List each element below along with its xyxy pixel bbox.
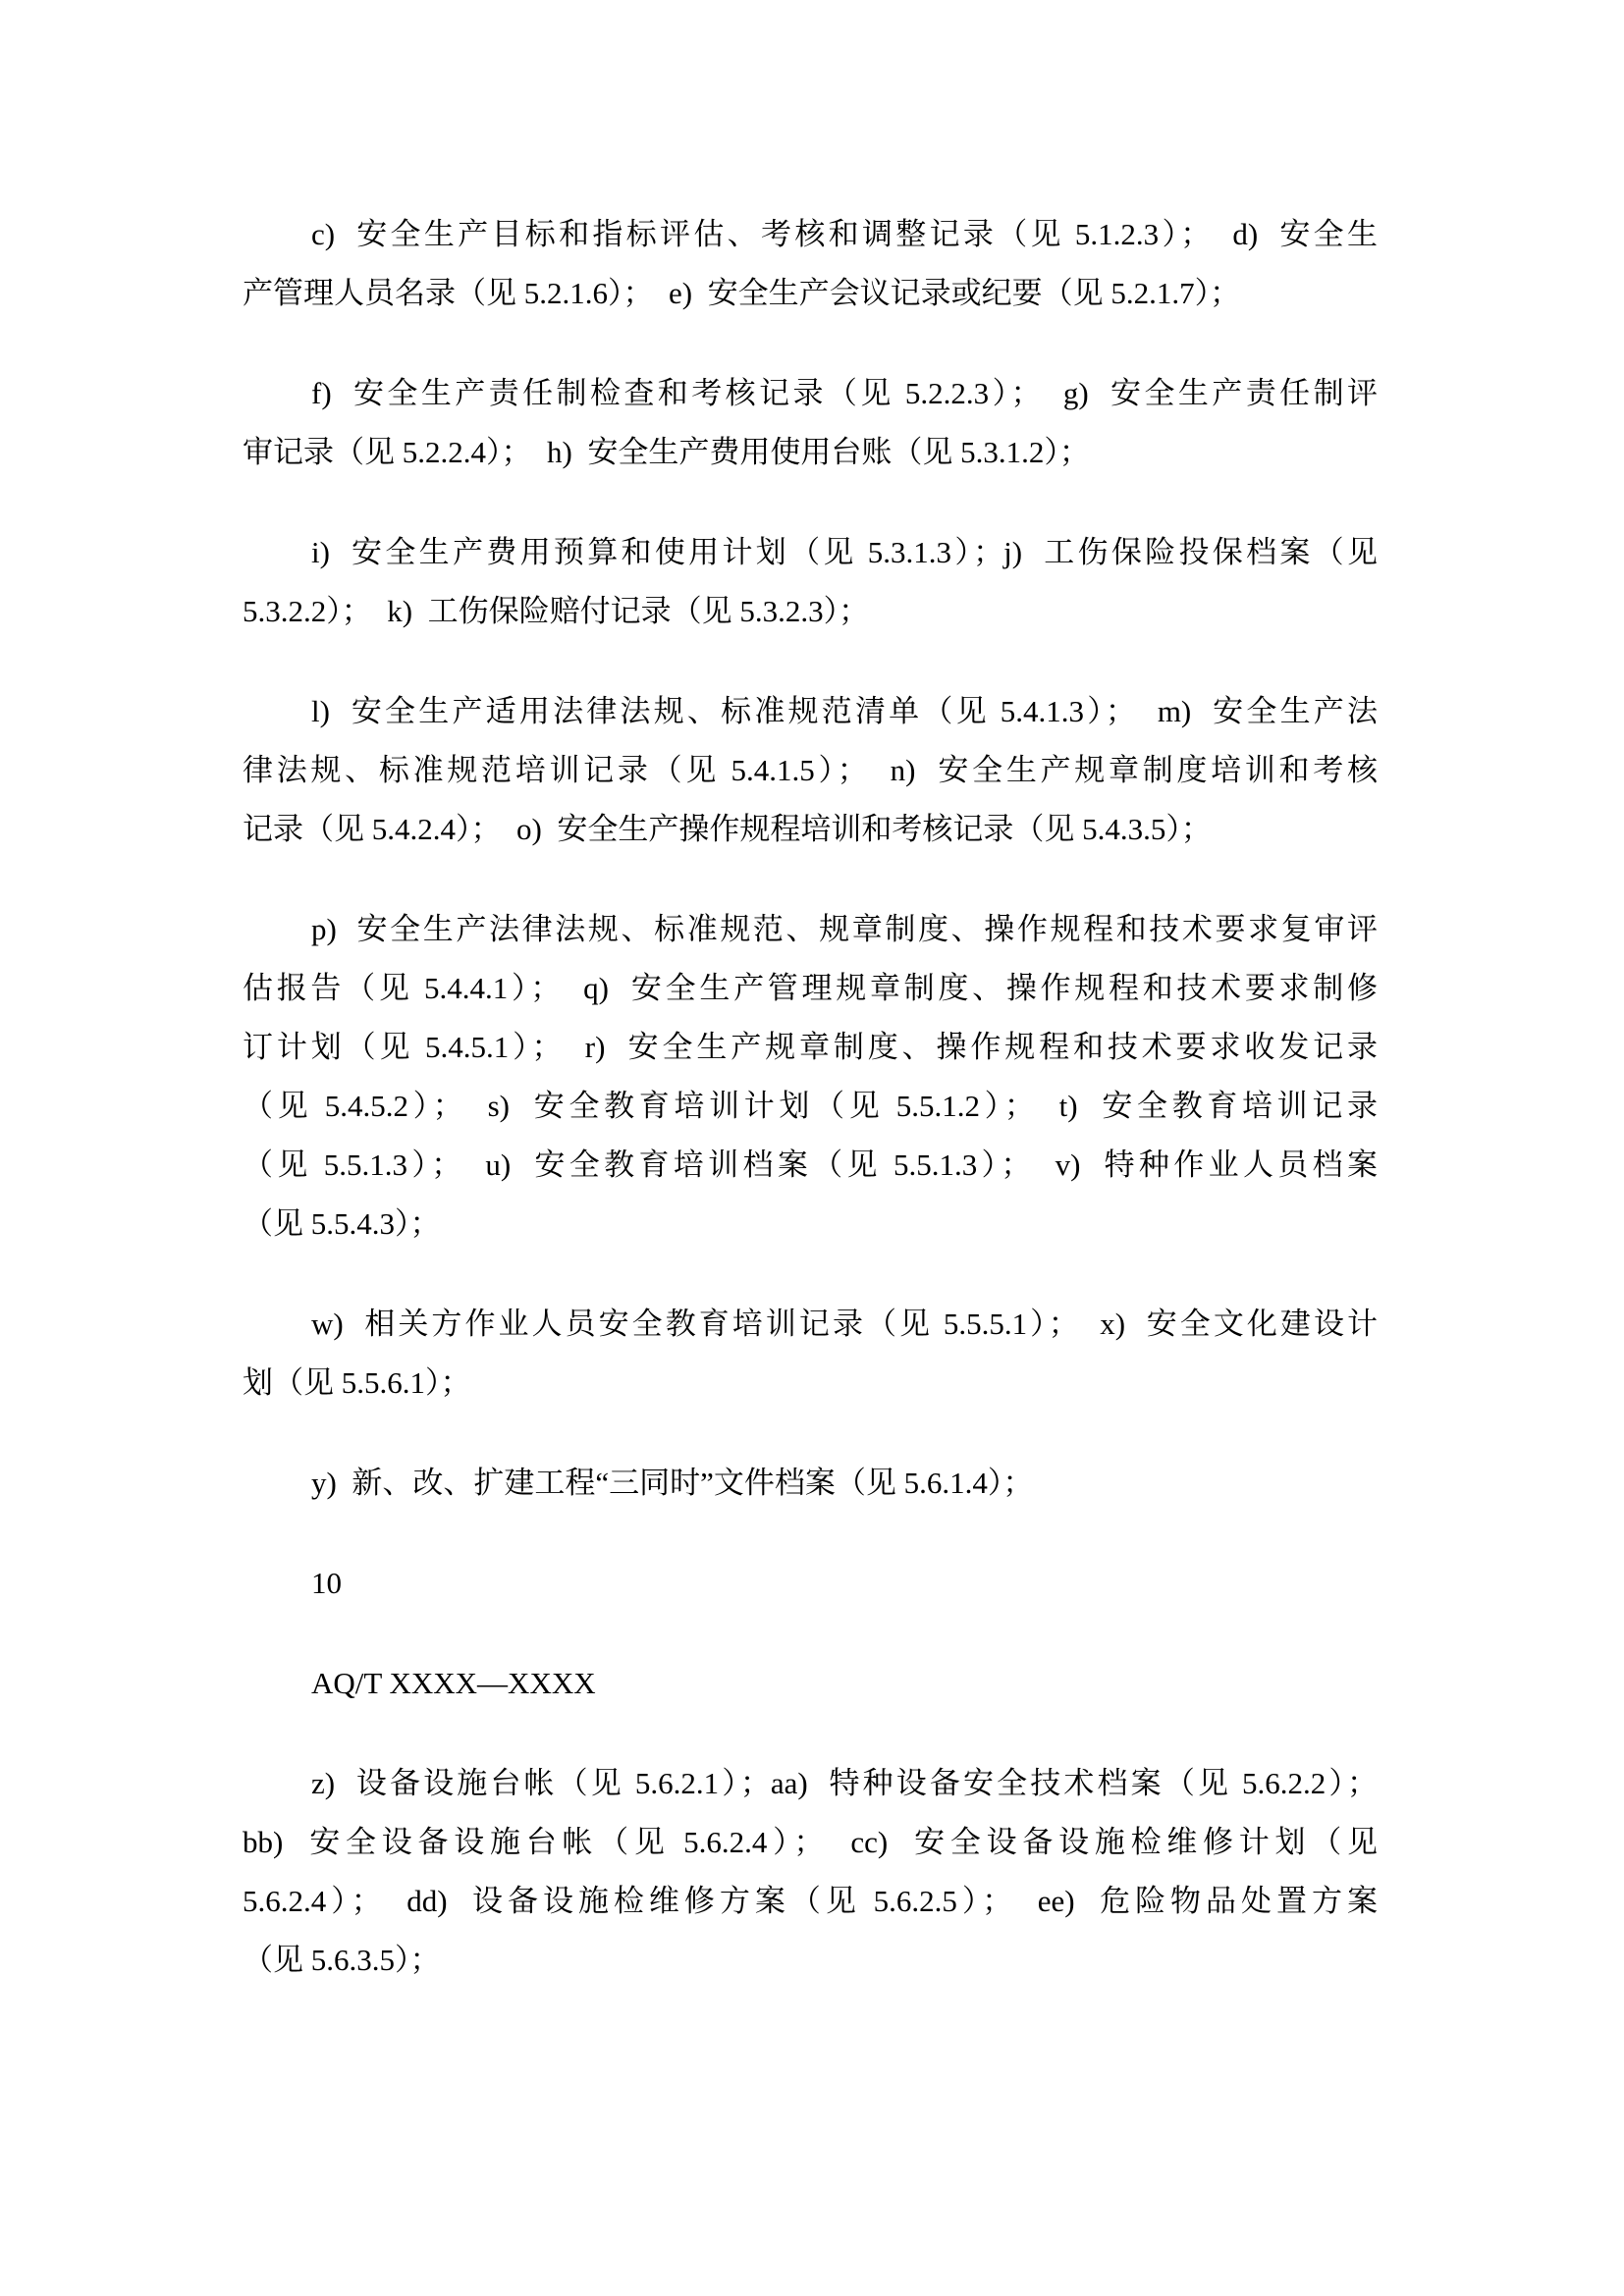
paragraph-items-c-e (243, 205, 1378, 323)
text-line: 5.3.2.2）； k) 工伤保险赔付记录（见 5.3.2.3）； (243, 594, 870, 628)
text-line: （见 5.4.5.2）； s) 安全教育培训计划（见 5.5.1.2）； t) 安全教育培训记录 (243, 1089, 1378, 1123)
text-line: 记录（见 5.4.2.4）； o) 安全生产操作规程培训和考核记录（见 5.4.3.5）； (243, 812, 1212, 846)
text-line: （见 5.6.3.5）； (243, 1943, 441, 1977)
text-line: w) 相关方作业人员安全教育培训记录（见 5.5.5.1）； x) 安全文化建设计 (311, 1307, 1378, 1341)
paragraph-items-w-x (243, 1295, 1378, 1413)
text-line: z) 设备设施台帐（见 5.6.2.1）；aa) 特种设备安全技术档案（见 5.6.2.2）； (311, 1766, 1378, 1800)
text-line: 订计划（见 5.4.5.1）； r) 安全生产规章制度、操作规程和技术要求收发记录 (243, 1030, 1378, 1064)
text-line: 划（见 5.5.6.1）； (243, 1365, 471, 1400)
paragraph-items-z-ee (243, 1754, 1378, 1990)
text-line: c) 安全生产目标和指标评估、考核和调整记录（见 5.1.2.3）； d) 安全生 (311, 217, 1378, 251)
text-line: 5.6.2.4）； dd) 设备设施检维修方案（见 5.6.2.5）； ee) 危险物品处置方案 (243, 1884, 1378, 1918)
page-number-text: 10 (311, 1566, 342, 1600)
running-header-text: AQ/T XXXX—XXXX (311, 1666, 596, 1700)
running-header (243, 1654, 1378, 1713)
paragraph-items-f-h (243, 364, 1378, 482)
paragraph-items-i-k (243, 523, 1378, 641)
text-line: 审记录（见 5.2.2.4）； h) 安全生产费用使用台账（见 5.3.1.2）； (243, 435, 1090, 469)
text-line: f) 安全生产责任制检查和考核记录（见 5.2.2.3）； g) 安全生产责任制评 (311, 376, 1378, 410)
paragraph-item-y (243, 1454, 1378, 1513)
text-line: 律法规、标准规范培训记录（见 5.4.1.5）； n) 安全生产规章制度培训和考核 (243, 753, 1378, 787)
text-line: i) 安全生产费用预算和使用计划（见 5.3.1.3）；j) 工伤保险投保档案（见 (311, 535, 1378, 569)
text-line: （见 5.5.4.3）； (243, 1206, 441, 1241)
text-line: p) 安全生产法律法规、标准规范、规章制度、操作规程和技术要求复审评 (311, 912, 1378, 946)
text-line: y) 新、改、扩建工程“三同时”文件档案（见 5.6.1.4）； (311, 1466, 1034, 1500)
page-number (243, 1554, 1378, 1613)
text-line: bb) 安全设备设施台帐（见 5.6.2.4）； cc) 安全设备设施检维修计划（见 (243, 1825, 1378, 1859)
text-line: l) 安全生产适用法律法规、标准规范清单（见 5.4.1.3）； m) 安全生产法 (311, 694, 1378, 728)
paragraph-items-p-v (243, 900, 1378, 1254)
text-line: 产管理人员名录（见 5.2.1.6）； e) 安全生产会议记录或纪要（见 5.2.1.7）； (243, 276, 1241, 310)
text-line: 估报告（见 5.4.4.1）； q) 安全生产管理规章制度、操作规程和技术要求制修 (243, 971, 1378, 1005)
text-line: （见 5.5.1.3）； u) 安全教育培训档案（见 5.5.1.3）； v) 特种作业人员档案 (243, 1148, 1378, 1182)
paragraph-items-l-o (243, 682, 1378, 859)
